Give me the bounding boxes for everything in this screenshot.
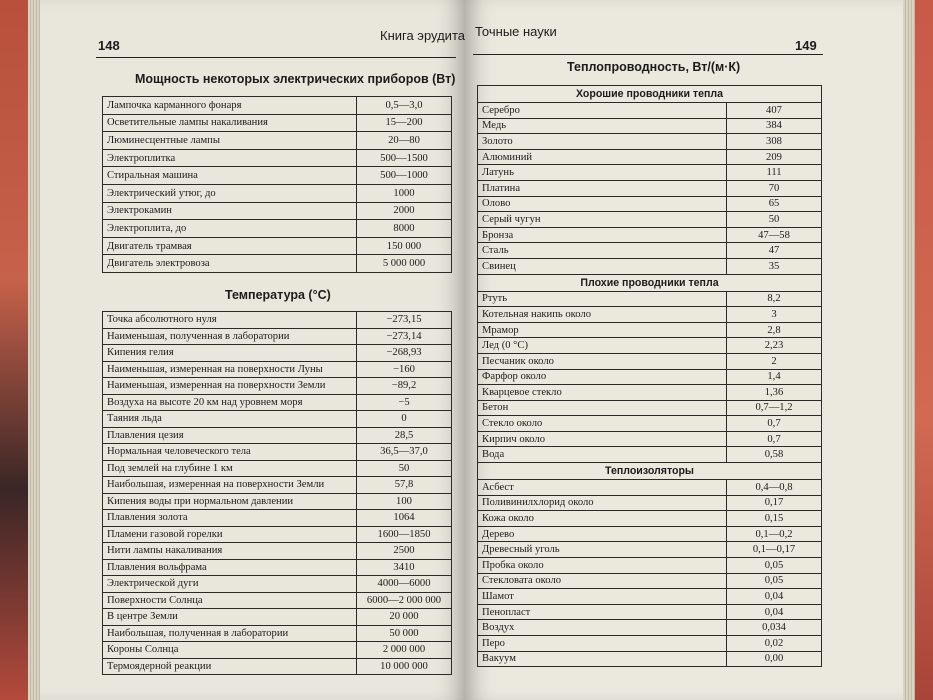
row-label: Пенопласт (478, 604, 727, 620)
row-value: 15—200 (357, 114, 452, 132)
row-label: Фарфор около (478, 369, 727, 385)
row-label: Плавления цезия (103, 427, 357, 444)
row-value: 500—1000 (357, 167, 452, 185)
table-row (103, 114, 452, 132)
table-row (103, 592, 452, 609)
row-value: 1,36 (727, 385, 822, 401)
table-row (103, 378, 452, 395)
temperature-table (102, 311, 452, 675)
row-value: 1600—1850 (357, 526, 452, 543)
row-label: Нити лампы накаливания (103, 543, 357, 560)
table-row (478, 573, 822, 589)
section-heading: Теплоизоляторы (478, 463, 822, 480)
row-label: Кирпич около (478, 431, 727, 447)
row-value: 65 (727, 196, 822, 212)
row-value: −273,15 (357, 312, 452, 329)
row-label: Под землей на глубине 1 км (103, 460, 357, 477)
row-value: 50 (727, 212, 822, 228)
row-value: 100 (357, 493, 452, 510)
row-label: Термоядерной реакции (103, 658, 357, 675)
row-label: Нормальная человеческого тела (103, 444, 357, 461)
table-row (478, 212, 822, 228)
row-label: Лед (0 °С) (478, 338, 727, 354)
row-label: Кипения воды при нормальном давлении (103, 493, 357, 510)
row-label: Воздух (478, 620, 727, 636)
table-row (478, 196, 822, 212)
row-value: 0,17 (727, 495, 822, 511)
row-label: Вакуум (478, 651, 727, 667)
row-label: Мрамор (478, 322, 727, 338)
table-row (103, 345, 452, 362)
row-label: Песчаник около (478, 353, 727, 369)
row-value: 8,2 (727, 291, 822, 307)
table-row (103, 510, 452, 527)
row-label: Кварцевое стекло (478, 385, 727, 401)
row-label: Плавления золота (103, 510, 357, 527)
row-label: Люминесцентные лампы (103, 132, 357, 150)
row-label: Точка абсолютного нуля (103, 312, 357, 329)
row-label: Серебро (478, 103, 727, 119)
row-label: Золото (478, 134, 727, 150)
row-value: 50 000 (357, 625, 452, 642)
row-value: 2,23 (727, 338, 822, 354)
table-row (478, 134, 822, 150)
table-row (478, 558, 822, 574)
table-row (478, 385, 822, 401)
row-value: 384 (727, 118, 822, 134)
table-row (103, 559, 452, 576)
row-value: 111 (727, 165, 822, 181)
row-value: 2,8 (727, 322, 822, 338)
table-row (478, 651, 822, 667)
table-row (103, 609, 452, 626)
table-row (478, 180, 822, 196)
row-label: Наименьшая, измеренная на поверхности Земли (103, 378, 357, 395)
page-number-right: 149 (795, 38, 817, 53)
table-row (103, 132, 452, 150)
row-value: −160 (357, 361, 452, 378)
table-row (103, 493, 452, 510)
row-label: Пламени газовой горелки (103, 526, 357, 543)
table-row (478, 526, 822, 542)
row-value: 308 (727, 134, 822, 150)
table-row (103, 526, 452, 543)
row-label: Сталь (478, 243, 727, 259)
row-value: 0,1—0,2 (727, 526, 822, 542)
row-value: 1064 (357, 510, 452, 527)
conductivity-table (477, 85, 822, 667)
row-value: 1,4 (727, 369, 822, 385)
running-head-left: Книга эрудита (380, 28, 465, 43)
table-row (103, 394, 452, 411)
row-label: Асбест (478, 480, 727, 496)
row-value: 0,15 (727, 511, 822, 527)
table-row (103, 167, 452, 185)
page-edges-right (903, 0, 915, 700)
row-value: 0,5—3,0 (357, 97, 452, 115)
row-value: 0,7 (727, 416, 822, 432)
row-value: 6000—2 000 000 (357, 592, 452, 609)
row-label: Электроплита, до (103, 220, 357, 238)
table-row (103, 477, 452, 494)
table-row (478, 258, 822, 274)
row-value: 0,7 (727, 431, 822, 447)
row-label: Свинец (478, 258, 727, 274)
row-label: Плавления вольфрама (103, 559, 357, 576)
table-row (478, 165, 822, 181)
row-label: Древесный уголь (478, 542, 727, 558)
row-value: 500—1500 (357, 149, 452, 167)
row-label: Наибольшая, полученная в лаборатории (103, 625, 357, 642)
row-value: 5 000 000 (357, 255, 452, 273)
table-row (103, 184, 452, 202)
section-heading-row (478, 274, 822, 291)
row-label: Медь (478, 118, 727, 134)
row-label: Латунь (478, 165, 727, 181)
row-label: Алюминий (478, 149, 727, 165)
table-row (103, 220, 452, 238)
table-row (478, 620, 822, 636)
table-row (103, 97, 452, 115)
table-row (103, 427, 452, 444)
table-row (478, 149, 822, 165)
row-label: Электрокамин (103, 202, 357, 220)
row-label: Поверхности Солнца (103, 592, 357, 609)
row-label: Электроплитка (103, 149, 357, 167)
row-value: 50 (357, 460, 452, 477)
table-row (478, 243, 822, 259)
row-label: Бетон (478, 400, 727, 416)
row-label: Короны Солнца (103, 642, 357, 659)
row-label: Перо (478, 636, 727, 652)
row-value: 0,7—1,2 (727, 400, 822, 416)
row-label: Олово (478, 196, 727, 212)
row-label: Электрической дуги (103, 576, 357, 593)
row-value: 407 (727, 103, 822, 119)
table-row (103, 444, 452, 461)
conductivity-table-title: Теплопроводность, Вт/(м·К) (567, 60, 741, 74)
row-value: 47—58 (727, 227, 822, 243)
table-row (478, 338, 822, 354)
row-label: Наименьшая, полученная в лаборатории (103, 328, 357, 345)
table-row (478, 227, 822, 243)
row-label: Стекловата около (478, 573, 727, 589)
table-row (103, 149, 452, 167)
row-label: Пробка около (478, 558, 727, 574)
section-heading: Хорошие проводники тепла (478, 86, 822, 103)
table-row (478, 353, 822, 369)
row-value: 0,05 (727, 573, 822, 589)
table-row (478, 307, 822, 323)
row-value: 0,05 (727, 558, 822, 574)
table-row (103, 255, 452, 273)
row-value: 3 (727, 307, 822, 323)
row-label: Воздуха на высоте 20 км над уровнем моря (103, 394, 357, 411)
row-label: Двигатель электровоза (103, 255, 357, 273)
table-row (478, 291, 822, 307)
table-row (103, 625, 452, 642)
table-row (478, 118, 822, 134)
row-value: 0,58 (727, 447, 822, 463)
row-label: Поливинилхлорид около (478, 495, 727, 511)
table-row (103, 576, 452, 593)
power-table (102, 96, 452, 273)
table-row (478, 480, 822, 496)
table-row (478, 431, 822, 447)
row-label: Наибольшая, измеренная на поверхности Земли (103, 477, 357, 494)
row-value: −5 (357, 394, 452, 411)
table-row (478, 495, 822, 511)
power-table-title: Мощность некоторых электрических приборов (Вт) (135, 72, 456, 86)
page-number-left: 148 (98, 38, 120, 53)
row-label: Таяния льда (103, 411, 357, 428)
row-value: 47 (727, 243, 822, 259)
table-row (478, 103, 822, 119)
row-label: В центре Земли (103, 609, 357, 626)
table-row (103, 642, 452, 659)
table-row (478, 511, 822, 527)
table-row (103, 237, 452, 255)
row-label: Котельная накипь около (478, 307, 727, 323)
row-label: Вода (478, 447, 727, 463)
row-value: 0,04 (727, 604, 822, 620)
row-value: 0,02 (727, 636, 822, 652)
section-heading-row (478, 86, 822, 103)
row-label: Дерево (478, 526, 727, 542)
row-label: Шамот (478, 589, 727, 605)
header-rule-left (96, 57, 456, 58)
table-row (103, 202, 452, 220)
row-value: 1000 (357, 184, 452, 202)
row-label: Осветительные лампы накаливания (103, 114, 357, 132)
left-page (40, 0, 465, 700)
row-value: 20 000 (357, 609, 452, 626)
page-edges-left (28, 0, 40, 700)
table-row (478, 416, 822, 432)
row-value: 2000 (357, 202, 452, 220)
row-value: 28,5 (357, 427, 452, 444)
right-page (465, 0, 910, 700)
row-value: 150 000 (357, 237, 452, 255)
row-value: 4000—6000 (357, 576, 452, 593)
row-value: −273,14 (357, 328, 452, 345)
row-label: Стекло около (478, 416, 727, 432)
row-label: Бронза (478, 227, 727, 243)
table-row (478, 447, 822, 463)
row-value: 2500 (357, 543, 452, 560)
table-row (478, 604, 822, 620)
row-label: Кожа около (478, 511, 727, 527)
row-value: 35 (727, 258, 822, 274)
row-value: 0,1—0,17 (727, 542, 822, 558)
row-label: Кипения гелия (103, 345, 357, 362)
row-value: 70 (727, 180, 822, 196)
row-value: 0 (357, 411, 452, 428)
table-row (103, 411, 452, 428)
table-row (478, 589, 822, 605)
table-row (478, 542, 822, 558)
table-row (103, 312, 452, 329)
header-rule-right (473, 54, 823, 55)
row-value: 0,04 (727, 589, 822, 605)
row-label: Серый чугун (478, 212, 727, 228)
row-label: Лампочка карманного фонаря (103, 97, 357, 115)
row-value: 57,8 (357, 477, 452, 494)
section-heading-row (478, 463, 822, 480)
row-value: 10 000 000 (357, 658, 452, 675)
table-row (478, 369, 822, 385)
row-label: Стиральная машина (103, 167, 357, 185)
temperature-table-title: Температура (°С) (225, 288, 331, 302)
row-value: 0,4—0,8 (727, 480, 822, 496)
table-row (103, 658, 452, 675)
row-value: 36,5—37,0 (357, 444, 452, 461)
section-heading: Плохие проводники тепла (478, 274, 822, 291)
row-value: 8000 (357, 220, 452, 238)
table-row (103, 543, 452, 560)
row-label: Ртуть (478, 291, 727, 307)
row-value: −268,93 (357, 345, 452, 362)
row-label: Платина (478, 180, 727, 196)
table-row (478, 636, 822, 652)
row-label: Двигатель трамвая (103, 237, 357, 255)
table-row (103, 361, 452, 378)
table-row (103, 460, 452, 477)
table-row (478, 322, 822, 338)
row-value: 0,034 (727, 620, 822, 636)
row-value: 209 (727, 149, 822, 165)
row-value: 2 (727, 353, 822, 369)
row-value: 0,00 (727, 651, 822, 667)
table-row (103, 328, 452, 345)
row-value: 2 000 000 (357, 642, 452, 659)
table-row (478, 400, 822, 416)
running-head-right: Точные науки (475, 24, 557, 39)
row-label: Электрический утюг, до (103, 184, 357, 202)
row-value: 3410 (357, 559, 452, 576)
row-value: 20—80 (357, 132, 452, 150)
row-value: −89,2 (357, 378, 452, 395)
row-label: Наименьшая, измеренная на поверхности Луны (103, 361, 357, 378)
